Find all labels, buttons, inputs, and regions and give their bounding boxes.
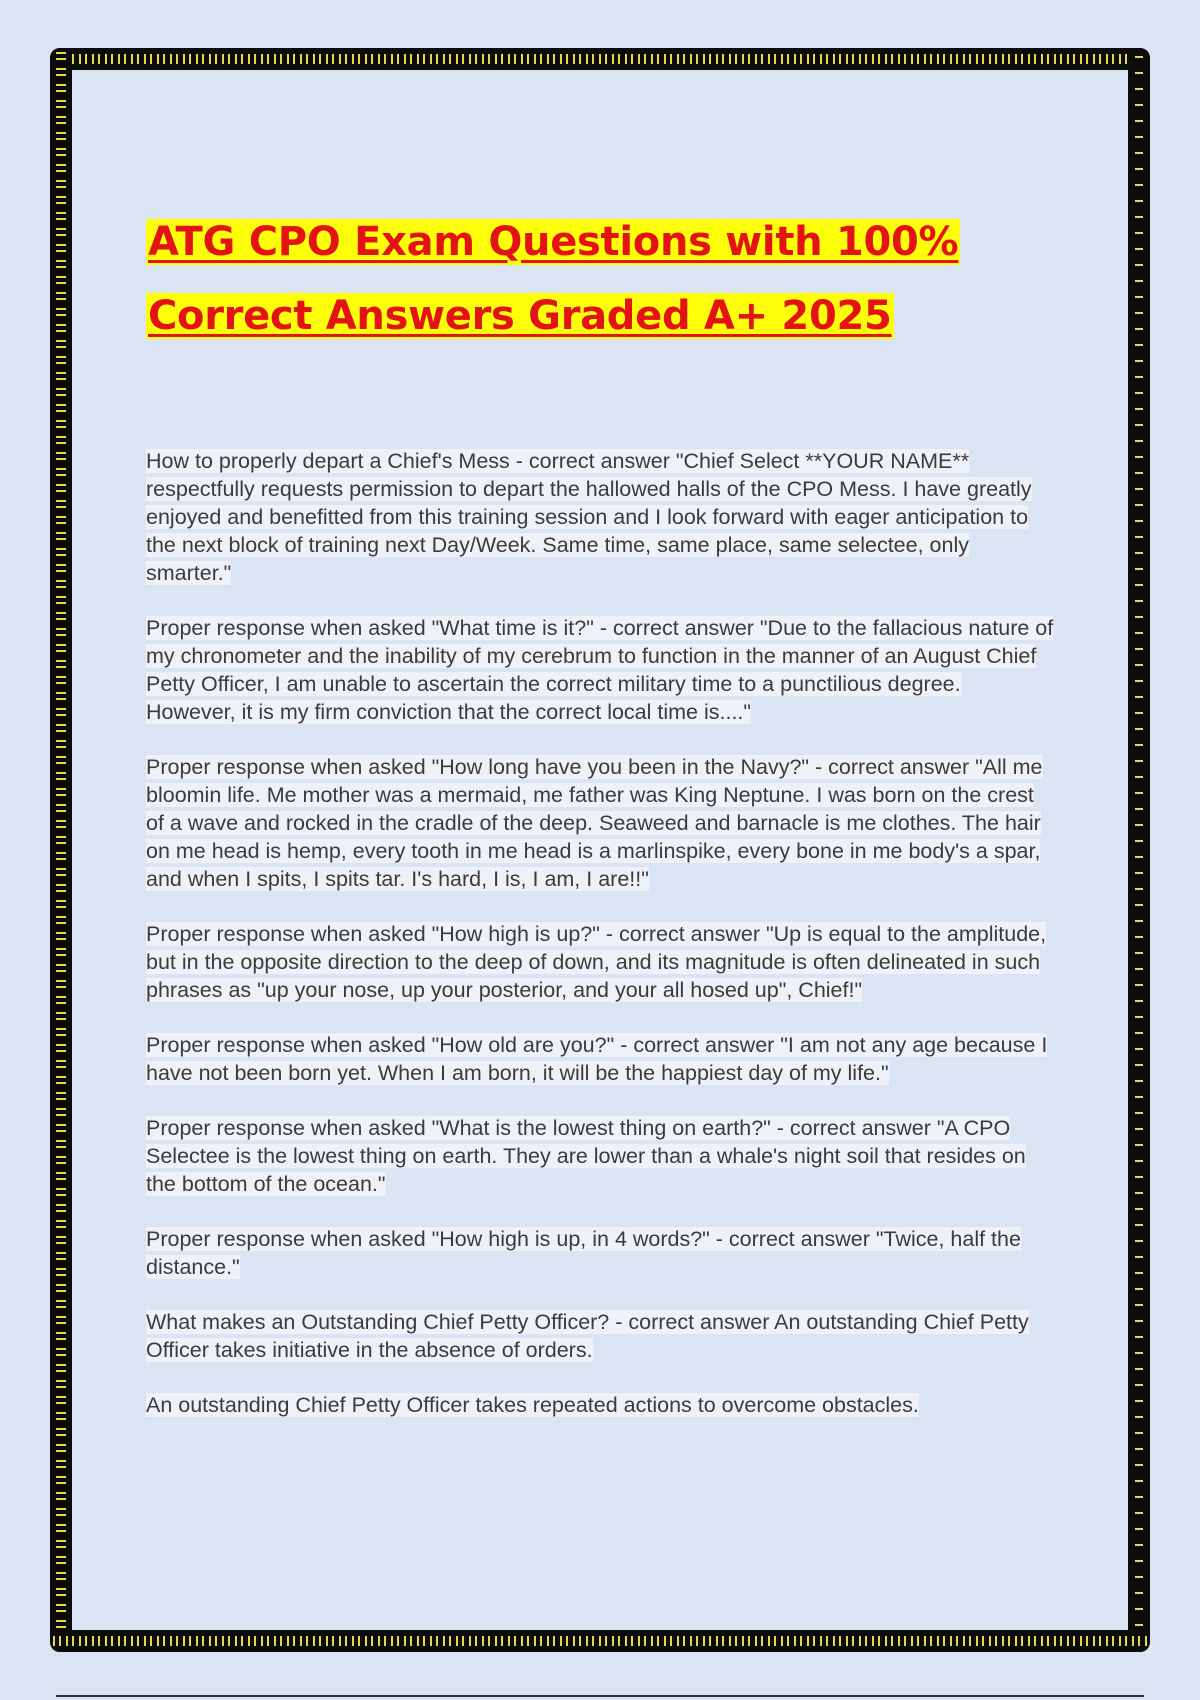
qa-item <box>146 447 1056 587</box>
qa-item-text: What makes an Outstanding Chief Petty Officer? - correct answer An outstanding Chief Petty Officer takes initiative in the absence of orders. <box>146 1310 1029 1362</box>
qa-item <box>146 614 1056 726</box>
qa-list <box>146 447 1056 1419</box>
qa-item-text: An outstanding Chief Petty Officer takes repeated actions to overcome obstacles. <box>146 1393 919 1417</box>
qa-item <box>146 1031 1056 1087</box>
qa-item <box>146 1308 1056 1364</box>
qa-item <box>146 1391 1056 1419</box>
qa-item-text: Proper response when asked "What is the lowest thing on earth?" - correct answer "A CPO Selectee is the lowest thing on earth. They are lower than a whale's night soil that resides on the bottom of the ocean." <box>146 1116 1026 1196</box>
decorative-border-left <box>50 48 72 1652</box>
document-content <box>146 205 1056 1446</box>
document-title <box>146 205 1056 353</box>
qa-item-text: Proper response when asked "What time is it?" - correct answer "Due to the fallacious nature of my chronometer and the inability of my cerebrum to function in the manner of an August Chief Petty Officer, I am unable to ascertain the correct military time to a punctilious degree. However, it is my firm conviction that the correct local time is...." <box>146 616 1054 724</box>
qa-item-text: Proper response when asked "How high is up, in 4 words?" - correct answer "Twice, half the distance." <box>146 1227 1021 1279</box>
qa-item <box>146 920 1056 1004</box>
qa-item-text: How to properly depart a Chief's Mess - correct answer "Chief Select **YOUR NAME** respectfully requests permission to depart the hallowed halls of the CPO Mess. I have greatly enjoyed and benefitted from this training session and I look forward with eager anticipation to the next block of training next Day/Week. Same time, same place, same selectee, only smarter." <box>146 449 1032 585</box>
qa-item <box>146 1114 1056 1198</box>
qa-item <box>146 1225 1056 1281</box>
title-line-2: Correct Answers Graded A+ 2025 <box>148 293 892 339</box>
qa-item-text: Proper response when asked "How long have you been in the Navy?" - correct answer "All me bloomin life. Me mother was a mermaid, me father was King Neptune. I was born on the crest of a wave and rocked in the cradle of the deep. Seaweed and barnacle is me clothes. The hair on me head is hemp, every tooth in me head is a marlinspike, every bone in me body's a spar, and when I spits, I spits tar. I's hard, I is, I am, I are!!" <box>146 755 1043 891</box>
qa-item <box>146 753 1056 893</box>
title-line-1: ATG CPO Exam Questions with 100% <box>148 219 959 265</box>
qa-item-text: Proper response when asked "How old are you?" - correct answer "I am not any age because I have not been born yet. When I am born, it will be the happiest day of my life." <box>146 1033 1048 1085</box>
qa-item-text: Proper response when asked "How high is up?" - correct answer "Up is equal to the amplitude, but in the opposite direction to the deep of down, and its magnitude is often delineated in such phrases as "up your nose, up your posterior, and your all hosed up", Chief!" <box>146 922 1047 1002</box>
page-bottom-divider <box>56 1695 1144 1697</box>
decorative-border-top <box>50 48 1150 70</box>
decorative-border-bottom <box>50 1630 1150 1652</box>
decorative-border-right <box>1128 48 1150 1652</box>
